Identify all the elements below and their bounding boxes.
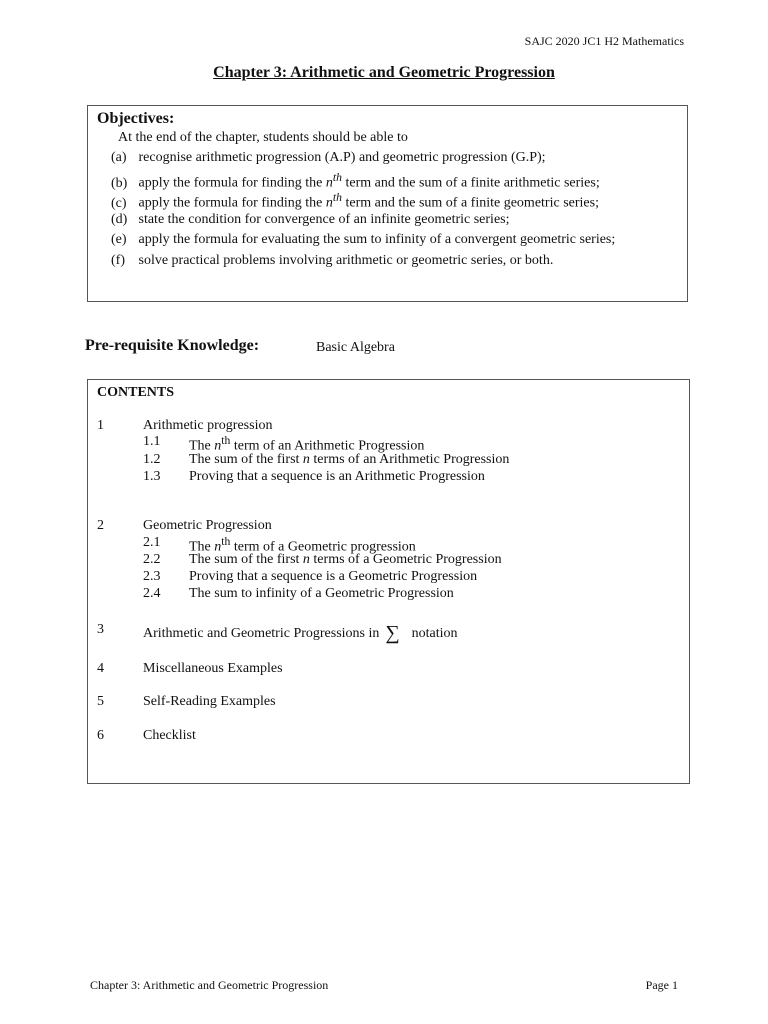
prerequisite-label: Pre-requisite Knowledge: [85, 337, 260, 354]
objective-item [111, 150, 546, 166]
subsection-text-pre: The sum of the first [189, 452, 300, 467]
objective-label: (b) [111, 175, 128, 191]
section-title-post: notation [411, 626, 458, 641]
superscript-th: th [221, 535, 231, 548]
objective-text: solve practical problems involving arithmetic or geometric series, or both. [138, 253, 554, 268]
prerequisite-value: Basic Algebra [316, 340, 395, 355]
page-header: SAJC 2020 JC1 H2 Mathematics [524, 34, 684, 48]
objective-text-pre: apply the formula for finding the [138, 195, 323, 211]
objective-label: (c) [111, 195, 127, 211]
objectives-intro: At the end of the chapter, students should be able to [118, 130, 408, 145]
superscript-th: th [221, 434, 231, 447]
subsection-text-post: terms of a Geometric Progression [313, 552, 502, 567]
section-title [143, 622, 458, 645]
section-title: Arithmetic progression [143, 418, 273, 433]
variable-n: n [302, 452, 310, 467]
subsection-title: Proving that a sequence is an Arithmetic Progression [189, 469, 485, 484]
section-title-pre: Arithmetic and Geometric Progressions in [143, 626, 380, 641]
subsection-text-pre: The [189, 539, 211, 555]
subsection-number: 2.1 [143, 535, 161, 550]
section-title: Geometric Progression [143, 518, 272, 533]
section-number: 3 [97, 622, 104, 637]
subsection-text-post: term of an Arithmetic Progression [233, 438, 425, 454]
subsection-number: 2.4 [143, 586, 161, 601]
subsection-title [189, 552, 502, 568]
subsection-number: 1.3 [143, 469, 161, 484]
objective-label: (d) [111, 212, 128, 227]
subsection-number: 2.3 [143, 569, 161, 584]
section-number: 6 [97, 728, 104, 743]
objective-label: (a) [111, 150, 127, 165]
section-title: Self-Reading Examples [143, 694, 276, 709]
objectives-heading: Objectives: [97, 110, 175, 127]
section-title: Checklist [143, 728, 196, 743]
subsection-title [189, 452, 509, 468]
variable-n: n [325, 175, 333, 191]
objective-label: (e) [111, 232, 127, 247]
sigma-icon: ∑ [385, 622, 400, 644]
section-number: 2 [97, 518, 104, 533]
contents-heading: CONTENTS [97, 385, 175, 400]
subsection-number: 1.1 [143, 434, 161, 449]
section-number: 4 [97, 661, 104, 676]
objective-item [111, 191, 599, 212]
variable-n: n [214, 438, 222, 454]
objective-text-pre: apply the formula for finding the [138, 175, 323, 191]
objective-item [111, 232, 615, 248]
variable-n: n [325, 195, 333, 211]
subsection-text-pre: The [189, 438, 211, 454]
subsection-title: Proving that a sequence is a Geometric Progression [189, 569, 478, 584]
chapter-title: Chapter 3: Arithmetic and Geometric Progression [213, 64, 555, 81]
variable-n: n [302, 552, 310, 567]
objective-text: recognise arithmetic progression (A.P) and geometric progression (G.P); [138, 150, 546, 165]
superscript-th: th [332, 191, 342, 204]
subsection-text-post: term of a Geometric progression [233, 539, 416, 555]
objective-text: state the condition for convergence of an infinite geometric series; [138, 212, 510, 227]
subsection-text-pre: The sum of the first [189, 552, 300, 567]
footer-chapter: Chapter 3: Arithmetic and Geometric Progression [90, 978, 329, 992]
objective-label: (f) [111, 253, 125, 268]
footer-page-number: Page 1 [645, 978, 678, 992]
subsection-text-post: terms of an Arithmetic Progression [313, 452, 510, 467]
section-number: 5 [97, 694, 104, 709]
objective-item [111, 253, 553, 269]
objective-item [111, 171, 600, 192]
objective-text: apply the formula for evaluating the sum to infinity of a convergent geometric series; [138, 232, 616, 247]
objective-text-post: term and the sum of a finite geometric series; [345, 195, 599, 211]
section-number: 1 [97, 418, 104, 433]
objective-item [111, 212, 510, 228]
subsection-number: 1.2 [143, 452, 161, 467]
objective-text-post: term and the sum of a finite arithmetic series; [345, 175, 600, 191]
subsection-title: The sum to infinity of a Geometric Progression [189, 586, 454, 601]
subsection-number: 2.2 [143, 552, 161, 567]
section-title: Miscellaneous Examples [143, 661, 283, 676]
superscript-th: th [332, 171, 342, 184]
variable-n: n [214, 539, 222, 555]
